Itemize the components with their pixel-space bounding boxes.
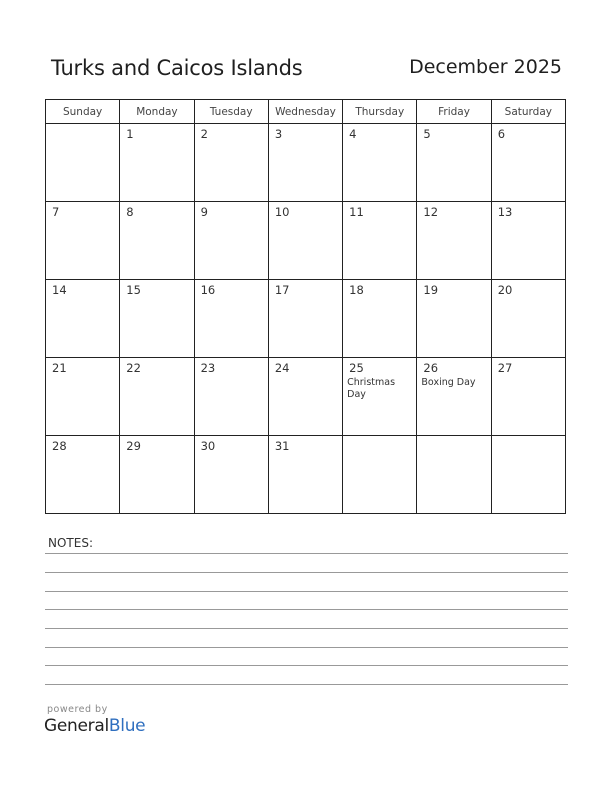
day-cell-16	[194, 280, 268, 358]
day-cell-4	[343, 124, 417, 202]
calendar-header	[44, 52, 564, 86]
day-number: 25	[349, 361, 364, 375]
day-number: 24	[274, 361, 290, 375]
day-cell-30	[194, 436, 268, 514]
weekday-wednesday: Wednesday	[268, 100, 342, 124]
day-cell-14	[46, 280, 120, 358]
day-cell-15	[120, 280, 194, 358]
day-number: 2	[200, 127, 208, 141]
empty-day-cell	[491, 436, 565, 514]
brand-blue: Blue	[108, 716, 146, 736]
day-number: 15	[126, 283, 141, 297]
weekday-friday: Friday	[417, 100, 491, 124]
week-row	[46, 436, 566, 514]
day-number: 5	[423, 127, 431, 141]
notes-line	[45, 647, 568, 648]
notes-line	[45, 665, 568, 666]
day-number: 31	[274, 439, 290, 453]
day-cell-7	[46, 202, 120, 280]
notes-line	[45, 684, 568, 685]
day-cell-23	[194, 358, 268, 436]
day-cell-12	[417, 202, 491, 280]
brand-general: General	[44, 716, 109, 736]
country-title: Turks and Caicos Islands	[51, 56, 303, 80]
week-row	[46, 202, 566, 280]
week-row	[46, 124, 566, 202]
day-number: 27	[497, 361, 513, 375]
day-number: 26	[423, 361, 439, 375]
day-number: 4	[349, 127, 357, 141]
weekday-tuesday: Tuesday	[194, 100, 268, 124]
day-number: 16	[200, 283, 216, 297]
day-number: 30	[200, 439, 216, 453]
weekday-monday: Monday	[120, 100, 194, 124]
empty-day-cell	[417, 436, 491, 514]
day-cell-21	[46, 358, 120, 436]
holiday-label: Christmas Day	[347, 377, 396, 400]
day-number: 20	[497, 283, 513, 297]
empty-day-cell	[46, 124, 120, 202]
day-number: 22	[126, 361, 141, 375]
day-number: 9	[200, 205, 208, 219]
day-cell-28	[46, 436, 120, 514]
day-cell-17	[268, 280, 342, 358]
day-cell-10	[268, 202, 342, 280]
day-number: 23	[200, 361, 216, 375]
week-row	[46, 358, 566, 436]
notes-line	[45, 591, 568, 592]
day-number: 19	[423, 283, 439, 297]
day-number: 13	[497, 205, 513, 219]
day-cell-20	[491, 280, 565, 358]
weekday-header-row	[46, 100, 566, 124]
powered-by-text: powered by	[47, 704, 108, 715]
day-number: 6	[497, 127, 506, 141]
day-cell-3	[268, 124, 342, 202]
notes-line	[45, 628, 568, 629]
day-cell-9	[194, 202, 268, 280]
day-number: 10	[274, 205, 290, 219]
weekday-sunday: Sunday	[46, 100, 120, 124]
day-number: 11	[349, 205, 364, 219]
day-number: 21	[52, 361, 67, 375]
day-number: 7	[52, 205, 60, 219]
day-number: 3	[274, 127, 283, 141]
notes-line	[45, 609, 568, 610]
day-number: 18	[349, 283, 364, 297]
day-cell-19	[417, 280, 491, 358]
day-cell-26	[417, 358, 491, 436]
day-cell-31	[268, 436, 342, 514]
calendar-grid	[45, 99, 566, 514]
weekday-saturday: Saturday	[491, 100, 565, 124]
weekday-thursday: Thursday	[343, 100, 417, 124]
day-cell-25	[343, 358, 417, 436]
notes-line	[45, 553, 568, 554]
notes-label: NOTES:	[48, 536, 93, 550]
day-cell-8	[120, 202, 194, 280]
empty-day-cell	[343, 436, 417, 514]
week-row	[46, 280, 566, 358]
day-cell-18	[343, 280, 417, 358]
day-cell-27	[491, 358, 565, 436]
month-year-title: December 2025	[409, 56, 562, 78]
day-number: 1	[126, 127, 134, 141]
day-number: 14	[52, 283, 67, 297]
day-number: 8	[126, 205, 134, 219]
day-cell-29	[120, 436, 194, 514]
brand-name	[44, 716, 145, 736]
day-cell-22	[120, 358, 194, 436]
day-number: 12	[423, 205, 439, 219]
day-cell-2	[194, 124, 268, 202]
notes-line	[45, 572, 568, 573]
day-cell-11	[343, 202, 417, 280]
generalblue-logo	[44, 704, 145, 736]
day-number: 28	[52, 439, 67, 453]
day-cell-1	[120, 124, 194, 202]
day-cell-13	[491, 202, 565, 280]
day-cell-24	[268, 358, 342, 436]
day-number: 17	[274, 283, 290, 297]
holiday-label: Boxing Day	[421, 377, 476, 388]
day-number: 29	[126, 439, 141, 453]
day-cell-6	[491, 124, 565, 202]
day-cell-5	[417, 124, 491, 202]
